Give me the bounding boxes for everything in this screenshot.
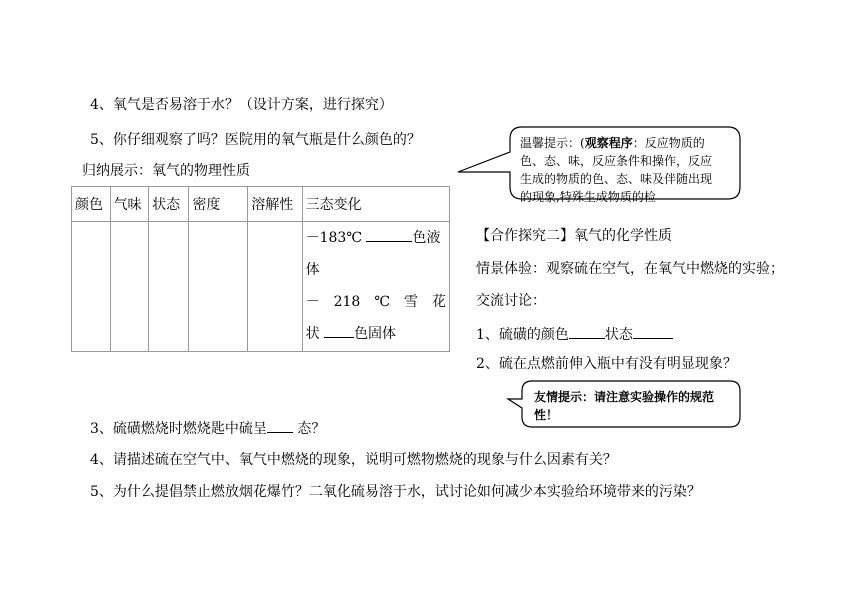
liquid-suffix: 色液 (412, 230, 441, 246)
solid-prefix: 状 (305, 326, 320, 342)
header-phase-change: 三态变化 (302, 187, 449, 222)
q1-prefix: 1、硫磺的颜色 (476, 327, 569, 343)
tip1-label: 温馨提示：( (520, 136, 585, 150)
question-4-oxygen-solubility: 4、氧气是否易溶于水？（设计方案，进行探究） (90, 97, 393, 113)
header-solubility: 溶解性 (248, 187, 302, 222)
sulfur-color-question (476, 324, 673, 344)
scenario-experience: 情景体验：观察硫在空气，在氧气中燃烧的实验； (476, 261, 784, 277)
header-smell: 气味 (110, 187, 149, 222)
cooperative-inquiry-heading: 【合作探究二】氧气的化学性质 (476, 228, 672, 244)
header-density: 密度 (189, 187, 248, 222)
summary-heading: 归纳展示：氧气的物理性质 (82, 163, 250, 179)
observation-procedure-tip (520, 134, 720, 204)
q3-suffix: 态？ (297, 421, 326, 437)
sulfur-burning-state-blank (267, 418, 293, 433)
question-5-oxygen-cylinder-color: 5、你仔细观察了吗？医院用的氧气瓶是什么颜色的？ (90, 132, 421, 148)
friendly-tip: 友情提示：请注意实验操作的规范性！ (534, 390, 715, 422)
sulfur-color-blank (569, 324, 605, 339)
tip1-text: ：反应物质的色、态、味，反应条件和操作，反应生成的物质的色、态、味及伴随出现的现象,特殊生成物质的检 (520, 136, 713, 204)
solid-suffix: 色固体 (354, 326, 397, 342)
phase-solid-line: － 218 ℃ 雪 花 (305, 294, 446, 310)
phase-liquid-wrap: 体 (305, 262, 320, 278)
question-3-sulfur-state (90, 418, 325, 438)
header-color: 颜色 (72, 187, 111, 222)
tip1-bold: 观察程序 (584, 136, 633, 150)
sulfur-state-blank (633, 324, 673, 339)
question-4-combustion-phenomena: 4、请描述硫在空气中、氧气中燃烧的现象，说明可燃物燃烧的现象与什么因素有关？ (90, 452, 617, 468)
discussion-label: 交流讨论： (476, 293, 546, 309)
sulfur-before-ignition-question: 2、硫在点燃前伸入瓶中有没有明显现象？ (476, 356, 737, 372)
header-state: 状态 (149, 187, 189, 222)
liquid-temp: －183℃ (305, 230, 362, 246)
question-5-pollution: 5、为什么提倡禁止燃放烟花爆竹？二氧化硫易溶于水，试讨论如何减少本实验给环境带来的污染？ (90, 484, 701, 500)
q1-mid: 状态 (604, 327, 633, 343)
q3-prefix: 3、硫磺燃烧时燃烧匙中硫呈 (90, 421, 267, 437)
